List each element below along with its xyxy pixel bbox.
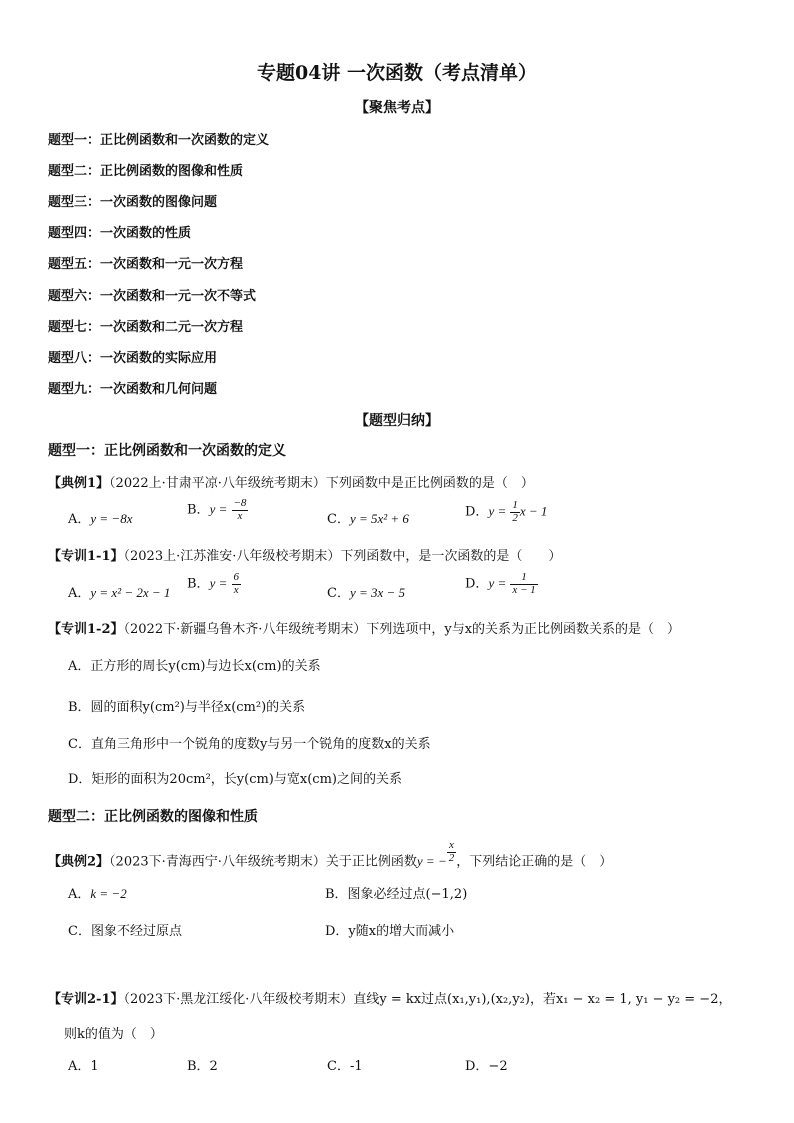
- training-1-2-option-a[interactable]: A．正方形的周长y(cm)与边长x(cm)的关系: [68, 659, 321, 674]
- example-2-option-c[interactable]: C．图象不经过原点: [68, 924, 182, 939]
- example-2-option-a[interactable]: A．k = −2: [68, 886, 127, 902]
- training-1-1-option-a[interactable]: A．y = x² − 2x − 1: [68, 585, 171, 601]
- training-2-1-text: （2023下·黑龙江绥化·八年级校考期末）直线y = kx过点(x₁,y₁),(x₂,y₂)，若x₁ − x₂ = 1, y₁ − y₂ = −2，: [123, 992, 732, 1007]
- training-2-1-option-b[interactable]: B．2: [187, 1059, 218, 1074]
- fraction: $\frac{-8}{x}$: [233, 497, 247, 522]
- toc-item-4: 题型四：一次函数的性质: [48, 226, 192, 241]
- section-summary-heading: 【题型归纳】: [355, 413, 439, 429]
- training-2-1-question-cont: 则k的值为（ ）: [64, 1027, 163, 1042]
- training-1-1-option-c[interactable]: C．y = 3x − 5: [327, 585, 406, 601]
- example-1-text: （2022上·甘肃平凉·八年级统考期末）下列函数中是正比例函数的是（ ）: [109, 476, 534, 491]
- section-focus-heading: 【聚焦考点】: [355, 100, 439, 116]
- training-1-2-question: [48, 618, 680, 637]
- example-2-option-b[interactable]: B．图象必经过点(−1,2): [325, 887, 468, 902]
- training-1-2-option-d[interactable]: D．矩形的面积为20cm²，长y(cm)与宽x(cm)之间的关系: [68, 772, 402, 787]
- fraction: $\frac{1}{x - 1}$: [512, 571, 536, 596]
- example-1-option-b[interactable]: B．y = $\frac{-8}{x}$: [187, 497, 247, 522]
- fraction: $\frac{6}{x}$: [233, 571, 239, 596]
- example-2-tag: 【典例2】: [48, 854, 110, 870]
- example-1-option-a[interactable]: A．y = −8x: [68, 511, 133, 527]
- training-1-2-option-b[interactable]: B．圆的面积y(cm²)与半径x(cm²)的关系: [68, 700, 306, 715]
- training-2-1-question: [48, 988, 731, 1007]
- topic-2-heading: 题型二：正比例函数的图像和性质: [48, 809, 258, 825]
- example-2-option-d[interactable]: D．y随x的增大而减小: [325, 924, 455, 939]
- training-1-2-text: （2022下·新疆乌鲁木齐·八年级统考期末）下列选项中，y与x的关系为正比例函数关系的是（ ）: [123, 622, 681, 637]
- training-1-2-option-c[interactable]: C．直角三角形中一个锐角的度数y与另一个锐角的度数x的关系: [68, 737, 431, 752]
- toc-item-8: 题型八：一次函数的实际应用: [48, 351, 218, 366]
- training-2-1-option-c[interactable]: C．-1: [327, 1059, 363, 1074]
- training-1-2-tag: 【专训1-2】: [48, 622, 124, 637]
- training-1-1-text: （2023上·江苏淮安·八年级校考期末）下列函数中，是一次函数的是（ ）: [123, 549, 562, 564]
- fraction: $\frac{x}{2}$: [448, 839, 455, 864]
- toc-item-7: 题型七：一次函数和二元一次方程: [48, 320, 244, 335]
- toc-item-9: 题型九：一次函数和几何问题: [48, 382, 218, 397]
- training-1-1-option-d[interactable]: D．y = $\frac{1}{x - 1}$: [465, 571, 536, 596]
- example-1-option-c[interactable]: C．y = 5x² + 6: [327, 511, 409, 527]
- page-title: 专题04讲 一次函数（考点清单）: [256, 62, 538, 84]
- example-2-question: 【典例2】（2023下·青海西宁·八年级统考期末）关于正比例函数y = − $\frac{x}{2}$ ，下列结论正确的是（ ）: [48, 839, 613, 870]
- toc-item-3: 题型三：一次函数的图像问题: [48, 195, 218, 210]
- toc-item-6: 题型六：一次函数和一元一次不等式: [48, 289, 257, 304]
- training-1-1-question: [48, 545, 561, 564]
- training-2-1-option-a[interactable]: A．1: [68, 1059, 99, 1074]
- example-1-option-d[interactable]: D．y = $\frac{1}{2}$ x − 1: [465, 499, 548, 524]
- topic-1-heading: 题型一：正比例函数和一次函数的定义: [48, 443, 286, 459]
- toc-item-2: 题型二：正比例函数的图像和性质: [48, 164, 244, 179]
- example-1-question: [48, 472, 534, 491]
- toc-item-5: 题型五：一次函数和一元一次方程: [48, 257, 244, 272]
- example-1-tag: 【典例1】: [48, 476, 110, 491]
- example-2-text: （2023下·青海西宁·八年级统考期末）关于正比例函数: [109, 854, 417, 870]
- training-1-1-tag: 【专训1-1】: [48, 549, 124, 564]
- training-1-1-option-b[interactable]: B．y = $\frac{6}{x}$: [187, 571, 239, 596]
- toc-item-1: 题型一：正比例函数和一次函数的定义: [48, 133, 270, 148]
- training-2-1-tag: 【专训2-1】: [48, 992, 124, 1007]
- training-2-1-option-d[interactable]: D．−2: [465, 1059, 508, 1074]
- fraction: $\frac{1}{2}$: [512, 499, 518, 524]
